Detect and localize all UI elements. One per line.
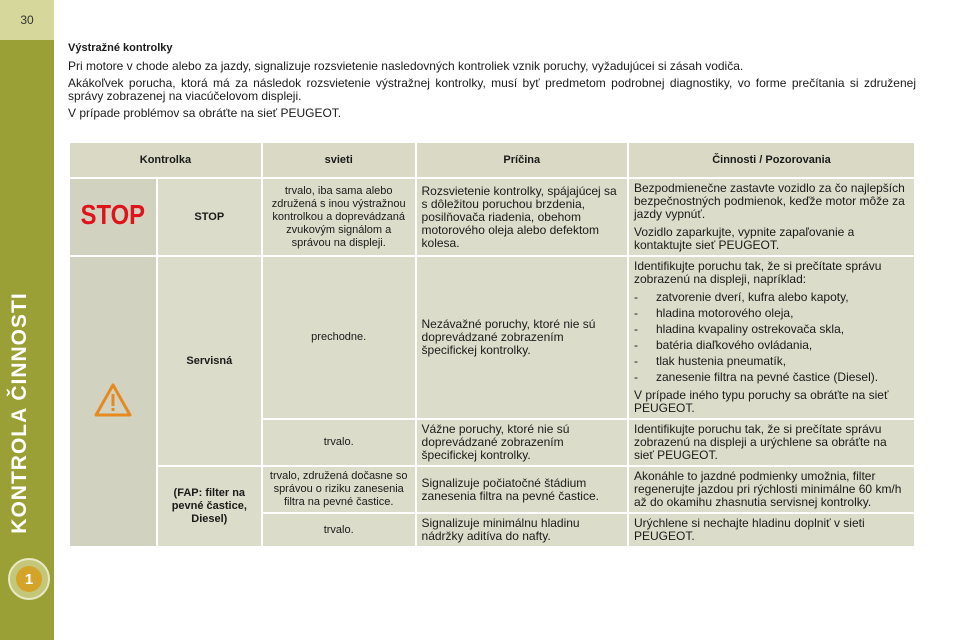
table-header-row <box>70 143 914 177</box>
light-action: Urýchlene si nechajte hladinu doplniť v sieti PEUGEOT. <box>629 514 914 546</box>
fault-list <box>634 291 909 384</box>
light-name: Servisná <box>158 257 261 465</box>
intro-paragraph-2: Akákoľvek porucha, ktorá má za následok rozsvietenie výstražnej kontrolky, musí byť predmetom podrobnej diagnostiky, vo forme prečítania si združenej správy zobrazenej na viacúčelovom displeji. <box>68 76 916 103</box>
light-action: Identifikujte poruchu tak, že si prečítate správu zobrazenú na displeji a urýchlene sa obráťte na sieť PEUGEOT. <box>629 420 914 465</box>
stop-icon: STOP <box>80 198 146 230</box>
light-action: Akonáhle to jazdné podmienky umožnia, filter regenerujte jazdou pri rýchlosti minimálne 60 km/h až do okamihu zhasnutia servisnej kontrolky. <box>629 467 914 512</box>
light-name: STOP <box>158 179 261 255</box>
light-cause: Nezávažné poruchy, ktoré nie sú doprevádzané zobrazením špecifickej kontrolky. <box>417 257 627 418</box>
light-state: trvalo, združená dočasne so správou o riziku zanesenia filtra na pevné častice. <box>263 467 415 512</box>
list-item: - hladina kvapaliny ostrekovača skla, <box>633 322 845 336</box>
column-header-action: Činnosti / Pozorovania <box>629 143 914 177</box>
list-item: - tlak hustenia pneumatík, <box>633 354 787 368</box>
light-state: trvalo. <box>263 420 415 465</box>
page-number: 30 <box>0 0 54 40</box>
chapter-number: 1 <box>16 566 42 592</box>
stop-light-cell <box>70 179 156 255</box>
warning-lights-table <box>68 141 916 548</box>
light-cause: Rozsvietenie kontrolky, spájajúcej sa s dôležitou poruchou brzdenia, posilňovača riadenia, obehom motorového oleja alebo defektom kolesa. <box>417 179 627 255</box>
list-item: - zatvorenie dverí, kufra alebo kapoty, <box>633 290 849 304</box>
light-state: trvalo, iba sama alebo združená s inou výstražnou kontrolkou a doprevádzaná zvukovým signálom a správou na displeji. <box>263 179 415 255</box>
column-header-cause: Príčina <box>417 143 627 177</box>
light-name: (FAP: filter na pevné častice, Diesel) <box>158 467 261 546</box>
table-row-stop <box>70 179 914 255</box>
column-header-state: svieti <box>263 143 415 177</box>
list-item: - hladina motorového oleja, <box>633 306 794 320</box>
chapter-badge <box>8 558 50 600</box>
light-action: Identifikujte poruchu tak, že si prečítate správu zobrazenú na displeji, napríklad: - zatvorenie dverí, kufra alebo kapoty, - hladina motorového oleja, - hladina kvapaliny ostrekovača skla, - batéria diaľkového ovládania, - tlak hustenia pneumatík, - zanesenie filtra na pevné častice (Diesel). V prípade iného typu poruchy sa obráťte na sieť PEUGEOT. <box>629 257 914 418</box>
light-cause: Vážne poruchy, ktoré nie sú doprevádzané zobrazením špecifickej kontrolky. <box>417 420 627 465</box>
list-item: - zanesenie filtra na pevné častice (Diesel). <box>633 370 879 384</box>
light-state: prechodne. <box>263 257 415 418</box>
table-row-service-1 <box>70 257 914 418</box>
column-header-light: Kontrolka <box>70 143 261 177</box>
list-item: - batéria diaľkového ovládania, <box>633 338 813 352</box>
light-action: Bezpodmienečne zastavte vozidlo za čo najlepších bezpečnostných podmienok, keďže motor môže za jazdy vypnúť. Vozidlo zaparkujte, vypnite zapaľovanie a kontaktujte sieť PEUGEOT. <box>629 179 914 255</box>
chapter-title: KONTROLA ČINNOSTI <box>8 292 31 534</box>
table-row-fap-1 <box>70 467 914 512</box>
service-light-cell <box>70 257 156 546</box>
light-cause: Signalizuje minimálnu hladinu nádržky aditíva do nafty. <box>417 514 627 546</box>
warning-triangle-icon <box>93 382 133 418</box>
light-state: trvalo. <box>263 514 415 546</box>
section-heading: Výstražné kontrolky <box>68 42 173 54</box>
intro-paragraph-3: V prípade problémov sa obráťte na sieť PEUGEOT. <box>68 106 342 120</box>
intro-paragraph-1: Pri motore v chode alebo za jazdy, signalizuje rozsvietenie nasledovných kontroliek vznik poruchy, vyžadujúcei si zásah vodiča. <box>68 59 744 73</box>
light-cause: Signalizuje počiatočné štádium zanesenia filtra na pevné častice. <box>417 467 627 512</box>
intro <box>68 40 916 124</box>
